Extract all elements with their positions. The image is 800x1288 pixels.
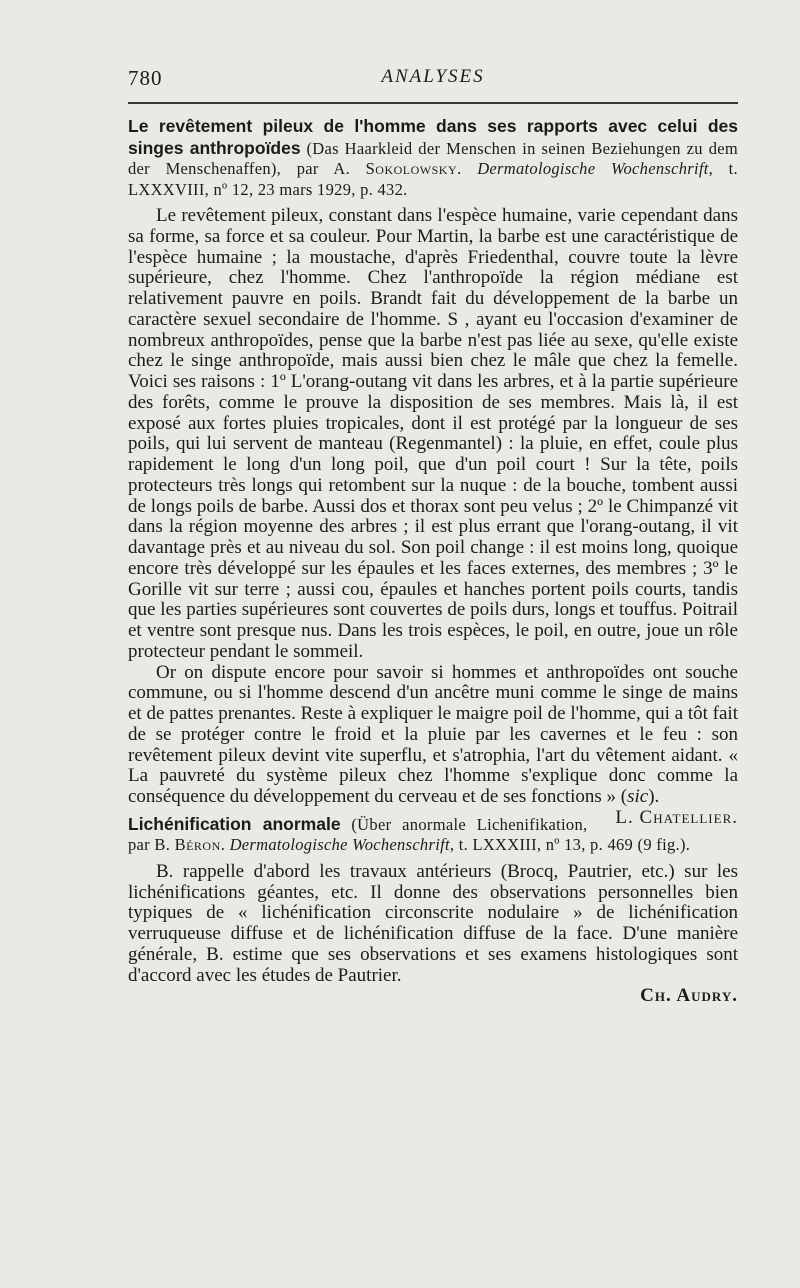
review-1-author: Sokolowsky [365,159,458,178]
page-header [128,66,738,94]
header-rule [128,102,738,104]
page-number: 780 [128,66,163,90]
review-1-title: Le revêtement pileux de l'homme dans ses rapports avec celui des singes anthropoïdes [128,116,738,158]
review-2-paragraph-1: B. rappelle d'abord les travaux antérieurs (Brocq, Pautrier, etc.) sur les lichénifications géantes, etc. Il donne des observations personnelles bien typiques de « lichénification circonscrite nodulaire » de lichénification verruqueuse diffuse et de lichénification diffuse de la face. D'une manière générale, B. estime que ses observations et ses examens histologiques sont d'accord avec les études de Pautrier. [128,860,738,986]
review-1-journal: Dermatologische Wochenschrift [477,159,709,178]
review-1-citation-end: , t. LXXXVIII, nº 12, 23 mars 1929, p. 432. [128,159,738,199]
review-1-sic: sic [627,786,649,807]
review-1-heading [128,116,738,200]
review-1-citation-sep: . [457,159,478,178]
review-2-citation-start: (Über anormale Lichenifikation, par B. [128,814,588,855]
running-title: ANALYSES [381,66,485,87]
review-2-signature: Ch. Audry. [640,985,738,1007]
review-2-author: Béron [174,835,221,855]
review-1-paragraph-2-text: Or on dispute encore pour savoir si hommes et anthropoïdes ont souche commune, ou si l'homme descend d'un ancêtre muni comme le singe de mains et de pattes prenantes. Reste à expliquer le maigre poil de l'homme, qui a tôt fait de se protéger contre le froid et la pluie par les cavernes et le feu : son revêtement pileux devint vite superflu, et s'atrophia, l'art du vêtement aidant. « La pauvreté du système pileux chez l'homme s'explique donc comme la conséquence du développement du cerveau et de ses fonctions » ( [128,661,738,807]
review-1-signature: L. Chatellier. [615,806,738,828]
review-2-title: Lichénification anormale [128,813,341,834]
review-1-paragraph-2-end: ). [648,786,660,807]
review-1-citation-start: (Das Haarkleid der Menschen in seinen Beziehungen zu dem der Menschenaffen), par A. [128,138,738,178]
review-2-journal: Dermatologische Wochenschrift [229,835,450,855]
review-1-paragraph-1: Le revêtement pileux, constant dans l'espèce humaine, varie cependant dans sa forme, sa force et sa couleur. Pour Martin, la barbe est une caractéristique de l'espèce humaine ; la moustache, d'après Friedenthal, couvre toute la lèvre supérieure, chez l'homme. Chez l'anthropoïde la région médiane est relativement pauvre en poils. Brandt fait du développement de la barbe un caractère sexuel secondaire de l'homme. S , ayant eu l'occasion d'examiner de nombreux anthropoïdes, pense que la barbe n'est pas liée au sexe, qu'elle existe chez le singe anthropoïde, mais aussi bien chez le mâle que chez la femelle. Voici ses raisons : 1º L'orang-outang vit dans les arbres, et à la partie supérieure des forêts, comme le prouve la disposition de ses membres. Mais là, il est exposé aux fortes pluies tropicales, dont il est protégé par la longueur de ses poils, qui lui servent de manteau (Regenmantel) : la pluie, en effet, coule plus rapidement le long d'un long poil, que d'un poil court ! Sur la tête, poils protecteurs très longs qui retombent sur la nuque : de la bouche, tombent aussi de longs poils de barbe. Aussi dos et thorax sont peu velus ; 2º le Chimpanzé vit dans la région moyenne des arbres ; il est plus errant que l'orang-outang, il vit davantage près et au niveau du sol. Son poil change : il est moins long, quoique encore très développé sur les épaules et les faces externes, des membres ; 3º le Gorille vit sur terre ; aussi cou, épaules et hanches portent poils courts, tandis que les parties supérieures sont couvertes de poils durs, longs et touffus. Poitrail et ventre sont presque nus. Dans les trois espèces, le poil, en outre, joue un rôle protecteur pendant le sommeil. [128,205,738,662]
article-body [128,116,738,1007]
review-2-citation-sep: . [220,835,230,855]
review-2-citation-end: , t. LXXXIII, nº 13, p. 469 (9 fig.). [449,835,691,855]
